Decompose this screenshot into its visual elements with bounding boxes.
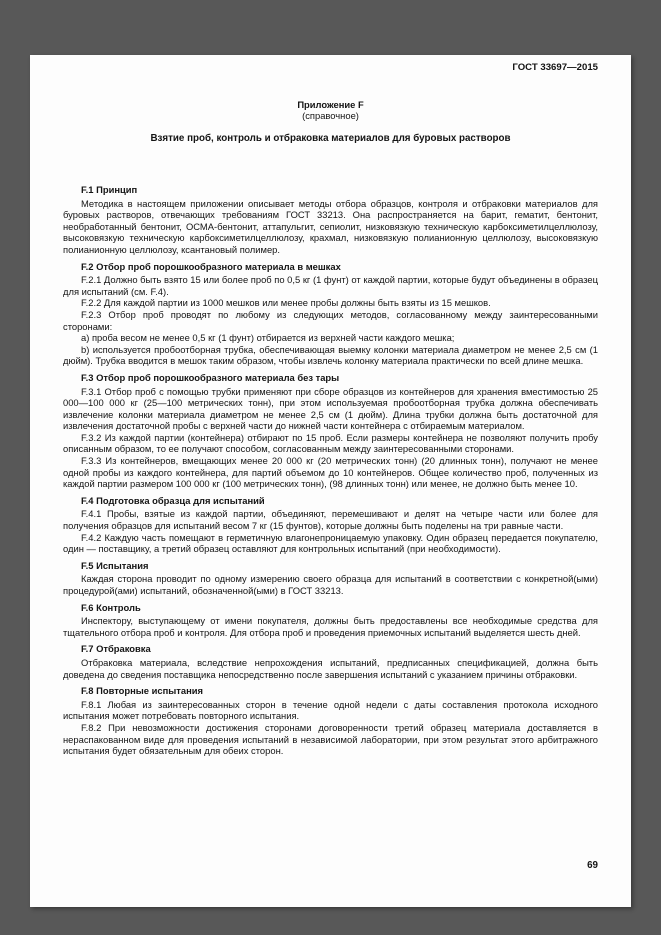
document-page xyxy=(30,55,631,907)
paragraph: Инспектору, выступающему от имени покупателя, должны быть предоставлены все необходимые средства для тщательного отбора проб и контроля. Для отбора проб и проведения приемочных испытаний выделяется шесть дней. xyxy=(63,615,598,638)
paragraph: Отбраковка материала, вследствие непрохождения испытаний, предписанных спецификацией, должна быть доведена до сведения поставщика непосредственно после завершения испытаний с указанием причины отбраковки. xyxy=(63,656,598,680)
section-heading: F.6 Контроль xyxy=(81,601,141,613)
paragraph: b) используется пробоотборная трубка, обеспечивающая выемку колонки материала диаметром не менее 2,5 см (1 дюйм). Трубка вводится в мешок таким образом, чтобы извлечь колонку материала практически по всей длине мешка. xyxy=(63,343,598,367)
paragraph: F.2.3 Отбор проб проводят по любому из следующих методов, согласованному между заинтересованными сторонами: xyxy=(63,308,598,332)
document-header xyxy=(63,62,598,73)
appendix-label: Приложение F xyxy=(297,99,364,110)
section-heading: F.8 Повторные испытания xyxy=(81,685,203,697)
page-number: 69 xyxy=(587,860,598,871)
paragraph: F.3.1 Отбор проб с помощью трубки применяют при сборе образцов из контейнеров для хранения вместимостью 25 000—100 000 кг (25—100 метрических тонн), при этом используемая пробоотборная трубка должна обеспечивать извлечение колонки материала диаметром не менее 2,5 см (1 дюйм). Длина трубки должна быть достаточной для извлечения достаточной пробы с верхней части до нижней части контейнера с отбираемым материалом. xyxy=(63,385,598,432)
paragraph: Методика в настоящем приложении описывает методы отбора образцов, контроля и отбраковки материалов для буровых растворов, отвечающих требованиям ГОСТ 33213. Она распространяется на барит, гематит, бентонит, необработанный бентонит, ОСМА-бентонит, аттапульгит, сепиолит, низковязкую техническую карбоксиметилцеллюлозу, высоковязкую техническую карбоксиметилцеллюлозу, крахмал, низковязкую полианионную целлюлозу, высоковязкую полианионную целлюлозу, ксантановый полимер. xyxy=(63,197,598,255)
section-heading: F.3 Отбор проб порошкообразного материала без тары xyxy=(81,371,340,383)
standard-number: ГОСТ 33697—2015 xyxy=(512,62,598,73)
paragraph: F.4.1 Пробы, взятые из каждой партии, объединяют, перемешивают и делят на четыре части или более для получения образцов для испытаний весом 7 кг (15 фунтов), которые должны быть поделены на три равные части. xyxy=(63,508,598,532)
appendix-note: (справочное) xyxy=(302,110,359,121)
paragraph: a) проба весом не менее 0,5 кг (1 фунт) отбирается из верхней части каждого мешка; xyxy=(81,332,455,344)
section-heading: F.1 Принцип xyxy=(81,184,138,195)
paragraph: F.4.2 Каждую часть помещают в герметичную влагонепроницаемую упаковку. Один образец передается покупателю, один — поставщику, а третий образец оставляют для контрольных испытаний (при необходимости). xyxy=(63,531,598,555)
paragraph: Каждая сторона проводит по одному измерению своего образца для испытаний в соответствии с конкретной(ыми) процедурой(ами) испытаний, обозначенной(ыми) в ГОСТ 33213. xyxy=(63,573,598,596)
section-heading: F.5 Испытания xyxy=(81,559,149,571)
paragraph: F.2.2 Для каждой партии из 1000 мешков или менее пробы должны быть взяты из 15 мешков. xyxy=(81,297,491,309)
document-title: Взятие проб, контроль и отбраковка материалов для буровых растворов xyxy=(150,133,511,144)
section-heading: F.4 Подготовка образца для испытаний xyxy=(81,494,265,506)
paragraph: F.3.3 Из контейнеров, вмещающих менее 20 000 кг (20 метрических тонн) (20 длинных тонн), получают не менее одной пробы из каждого контейнера, для партий объемом до 10 контейнеров. Общее количество проб, полученных из каждой партии размером 100 000 кг (100 метрических тонн), (98 длинных тонн) или менее, не должно быть менее 10. xyxy=(63,455,598,490)
paragraph: F.8.2 При невозможности достижения сторонами договоренности третий образец материала доставляется в нераспакованном виде для проведения испытаний в независимой лаборатории, при этом результат этого арбитражного испытания будет обязательным для обеих сторон. xyxy=(63,721,598,757)
document-body xyxy=(63,184,598,757)
section-heading: F.7 Отбраковка xyxy=(81,643,151,655)
paragraph: F.3.2 Из каждой партии (контейнера) отбирают по 15 проб. Если размеры контейнера не позволяют получить пробу описанным образом, то ее получают способом, согласованным между заинтересованными сторонами. xyxy=(63,431,598,455)
section-heading: F.2 Отбор проб порошкообразного материала в мешках xyxy=(81,260,341,272)
paragraph: F.2.1 Должно быть взято 15 или более проб по 0,5 кг (1 фунт) от каждой партии, которые будут объединены в образец для испытаний (см. F.4). xyxy=(63,274,598,297)
paragraph: F.8.1 Любая из заинтересованных сторон в течение одной недели с даты составления протокола исходного испытания может потребовать повторного испытания. xyxy=(63,698,598,722)
